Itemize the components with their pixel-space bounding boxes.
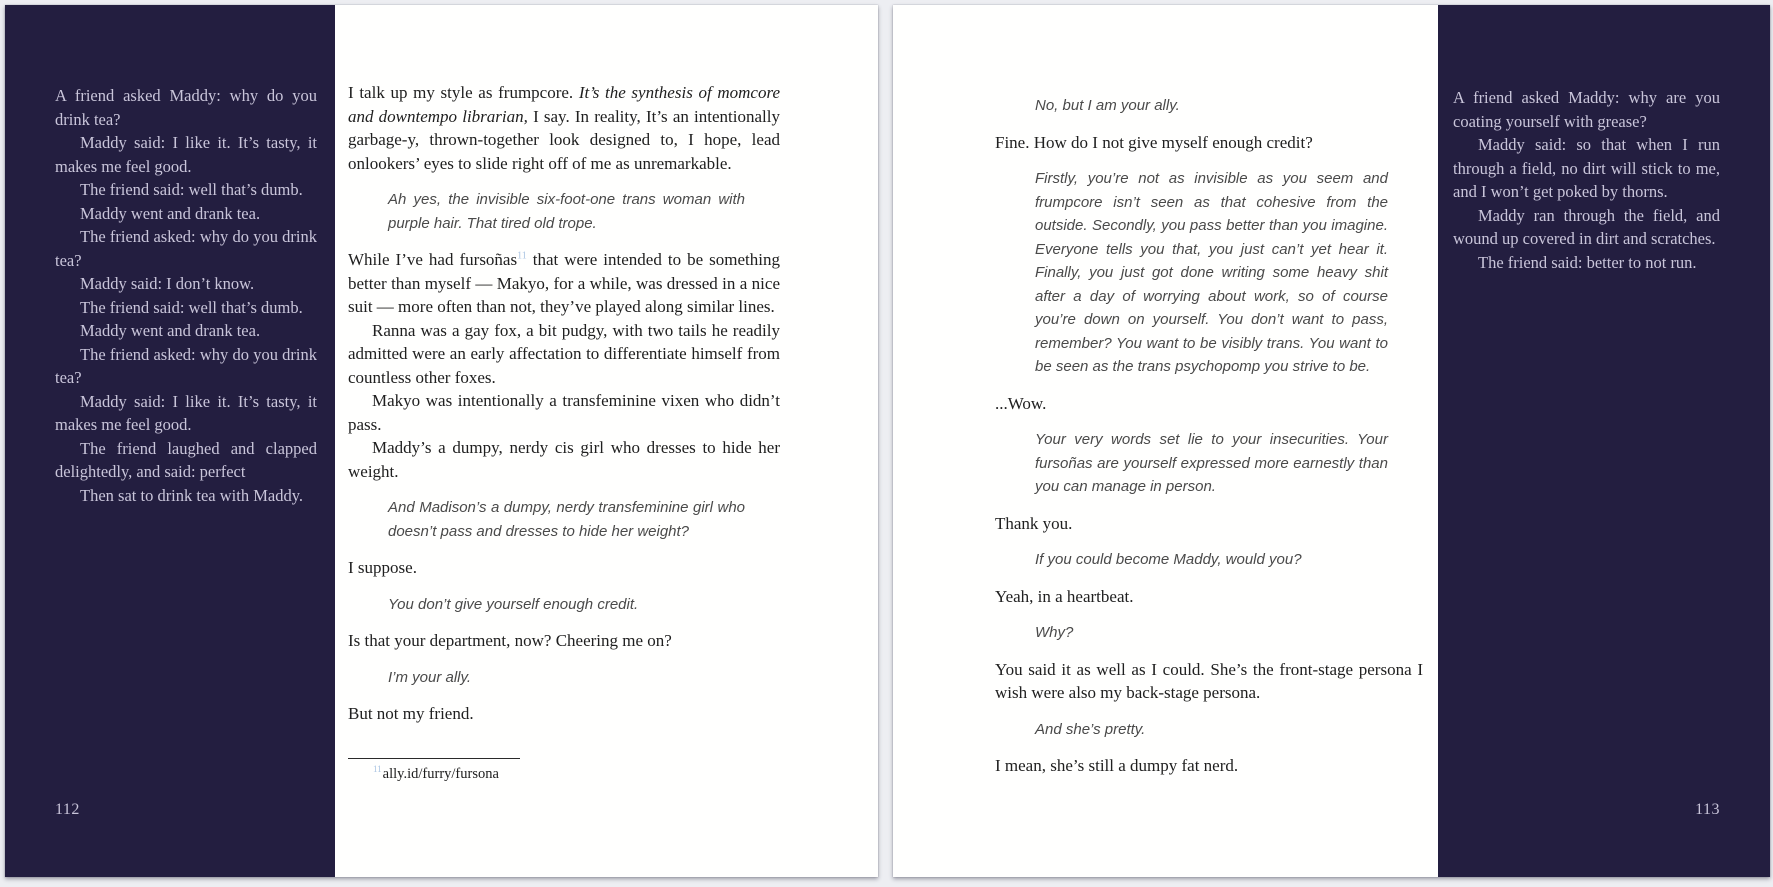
story-paragraph: The friend said: well that’s dumb. [80,180,303,199]
quote-paragraph: You don’t give yourself enough credit. [388,595,639,613]
story-paragraph: Maddy went and drank tea. [80,321,261,340]
right-main-text [995,94,1423,778]
body-paragraph: You said it as well as I could. She’s the front-stage persona I wish were also my back-stage persona. [995,659,1423,702]
story-paragraph: Maddy said: so that when I run through a field, no dirt will stick to me, and I won’t get poked by thorns. [1453,135,1720,201]
footnote-rule [348,758,520,759]
body-paragraph: Ranna was a gay fox, a bit pudgy, with two tails he readily admitted were an early affectation to differentiate himself from countless other foxes. [348,320,780,387]
page-number-left: 112 [55,801,80,818]
story-paragraph: The friend said: well that’s dumb. [80,297,303,317]
quote-paragraph: And Madison’s a dumpy, nerdy transfeminine girl who doesn’t pass and dresses to hide her weight? [388,499,745,540]
quote-paragraph: Your very words set lie to your insecurities. Your fursoñas are yourself expressed more earnestly than you can manage in person. [1035,431,1388,495]
left-page-content [335,5,878,877]
body-paragraph: Makyo was intentionally a transfeminine vixen who didn’t pass. [348,391,780,434]
right-sidebar-story-text [1453,86,1720,274]
story-paragraph: Then sat to drink tea with Maddy. [80,485,304,505]
body-paragraph: Yeah, in a heartbeat. [995,586,1134,606]
story-paragraph: Maddy ran through the field, and wound up covered in dirt and scratches. [1453,205,1720,248]
body-paragraph: But not my friend. [348,704,474,723]
story-paragraph: A friend asked Maddy: why do you drink tea? [55,86,317,129]
body-paragraph: Maddy’s a dumpy, nerdy cis girl who dresses to hide her weight. [348,438,780,481]
left-main-text [348,81,780,726]
left-sidebar-story-text [55,84,317,507]
page-left [5,5,878,877]
story-paragraph: Maddy said: I like it. It’s tasty, it makes me feel good. [55,133,317,176]
quote-paragraph: Ah yes, the invisible six-foot-one trans woman with purple hair. That tired old trope. [388,191,745,232]
right-page-content [893,5,1438,877]
body-paragraph: ...Wow. [995,393,1047,413]
story-paragraph: The friend laughed and clapped delightedly, and said: perfect [55,438,317,481]
story-paragraph: Maddy said: I like it. It’s tasty, it makes me feel good. [55,391,317,434]
quote-paragraph: And she’s pretty. [1035,720,1146,738]
body-paragraph: I talk up my style as frumpcore. It’s the synthesis of momcore and downtempo librarian, I say. In reality, It’s an intentionally garbage-y, thrown-together look designed to, I hope, lead onlookers’ eyes to slide right off of me as unremarkable. [348,83,780,173]
body-paragraph: Is that your department, now? Cheering me on? [348,631,672,650]
quote-paragraph: Why? [1035,624,1074,641]
body-paragraph: While I’ve had fursoñas$^{11}$ that were intended to be something better than myself — Makyo, for a while, was dressed in a nice suit — more often than not, they’ve played along similar lines. [348,250,780,316]
story-paragraph: Maddy said: I don’t know. [80,274,255,293]
quote-paragraph: No, but I am your ally. [1035,97,1180,114]
left-margin-story [5,5,335,877]
footnote-ref [517,250,527,261]
footnote-text: ally.id/furry/fursona [382,766,499,782]
footnote [348,758,520,783]
story-paragraph: The friend said: better to not run. [1478,252,1697,272]
italic-run: It’s the synthesis of momcore and downtempo librarian, [348,83,780,126]
body-paragraph: Fine. How do I not give myself enough credit? [995,132,1313,152]
quote-paragraph: I’m your ally. [388,668,472,686]
body-paragraph: I mean, she’s still a dumpy fat nerd. [995,756,1239,775]
story-paragraph: A friend asked Maddy: why are you coating yourself with grease? [1453,88,1720,131]
page-number-right: 113 [1695,801,1720,818]
page-right [893,5,1770,877]
footnote-line [348,764,520,783]
right-margin-story [1438,5,1770,877]
quote-paragraph: Firstly, you’re not as invisible as you seem and frumpcore isn’t seen as that cohesive from the outside. Secondly, you pass better than you imagine. Everyone tells you that, you just can’t yet hear it. Finally, you just got done writing some heavy shit after a day of worrying about work, so of course you’re down on yourself. You don’t want to pass, remember? You want to be visibly trans. You want to be seen as the trans psychopomp you strive to be. [1035,170,1388,375]
footnote-ref-link[interactable]: 11 [517,250,527,262]
story-paragraph: The friend asked: why do you drink tea? [55,227,317,270]
body-paragraph: I suppose. [348,558,417,577]
body-paragraph: Thank you. [995,513,1073,533]
story-paragraph: Maddy went and drank tea. [80,203,261,223]
quote-paragraph: If you could become Maddy, would you? [1035,551,1302,568]
story-paragraph: The friend asked: why do you drink tea? [55,344,317,387]
footnote-marker: 11 [373,764,382,775]
